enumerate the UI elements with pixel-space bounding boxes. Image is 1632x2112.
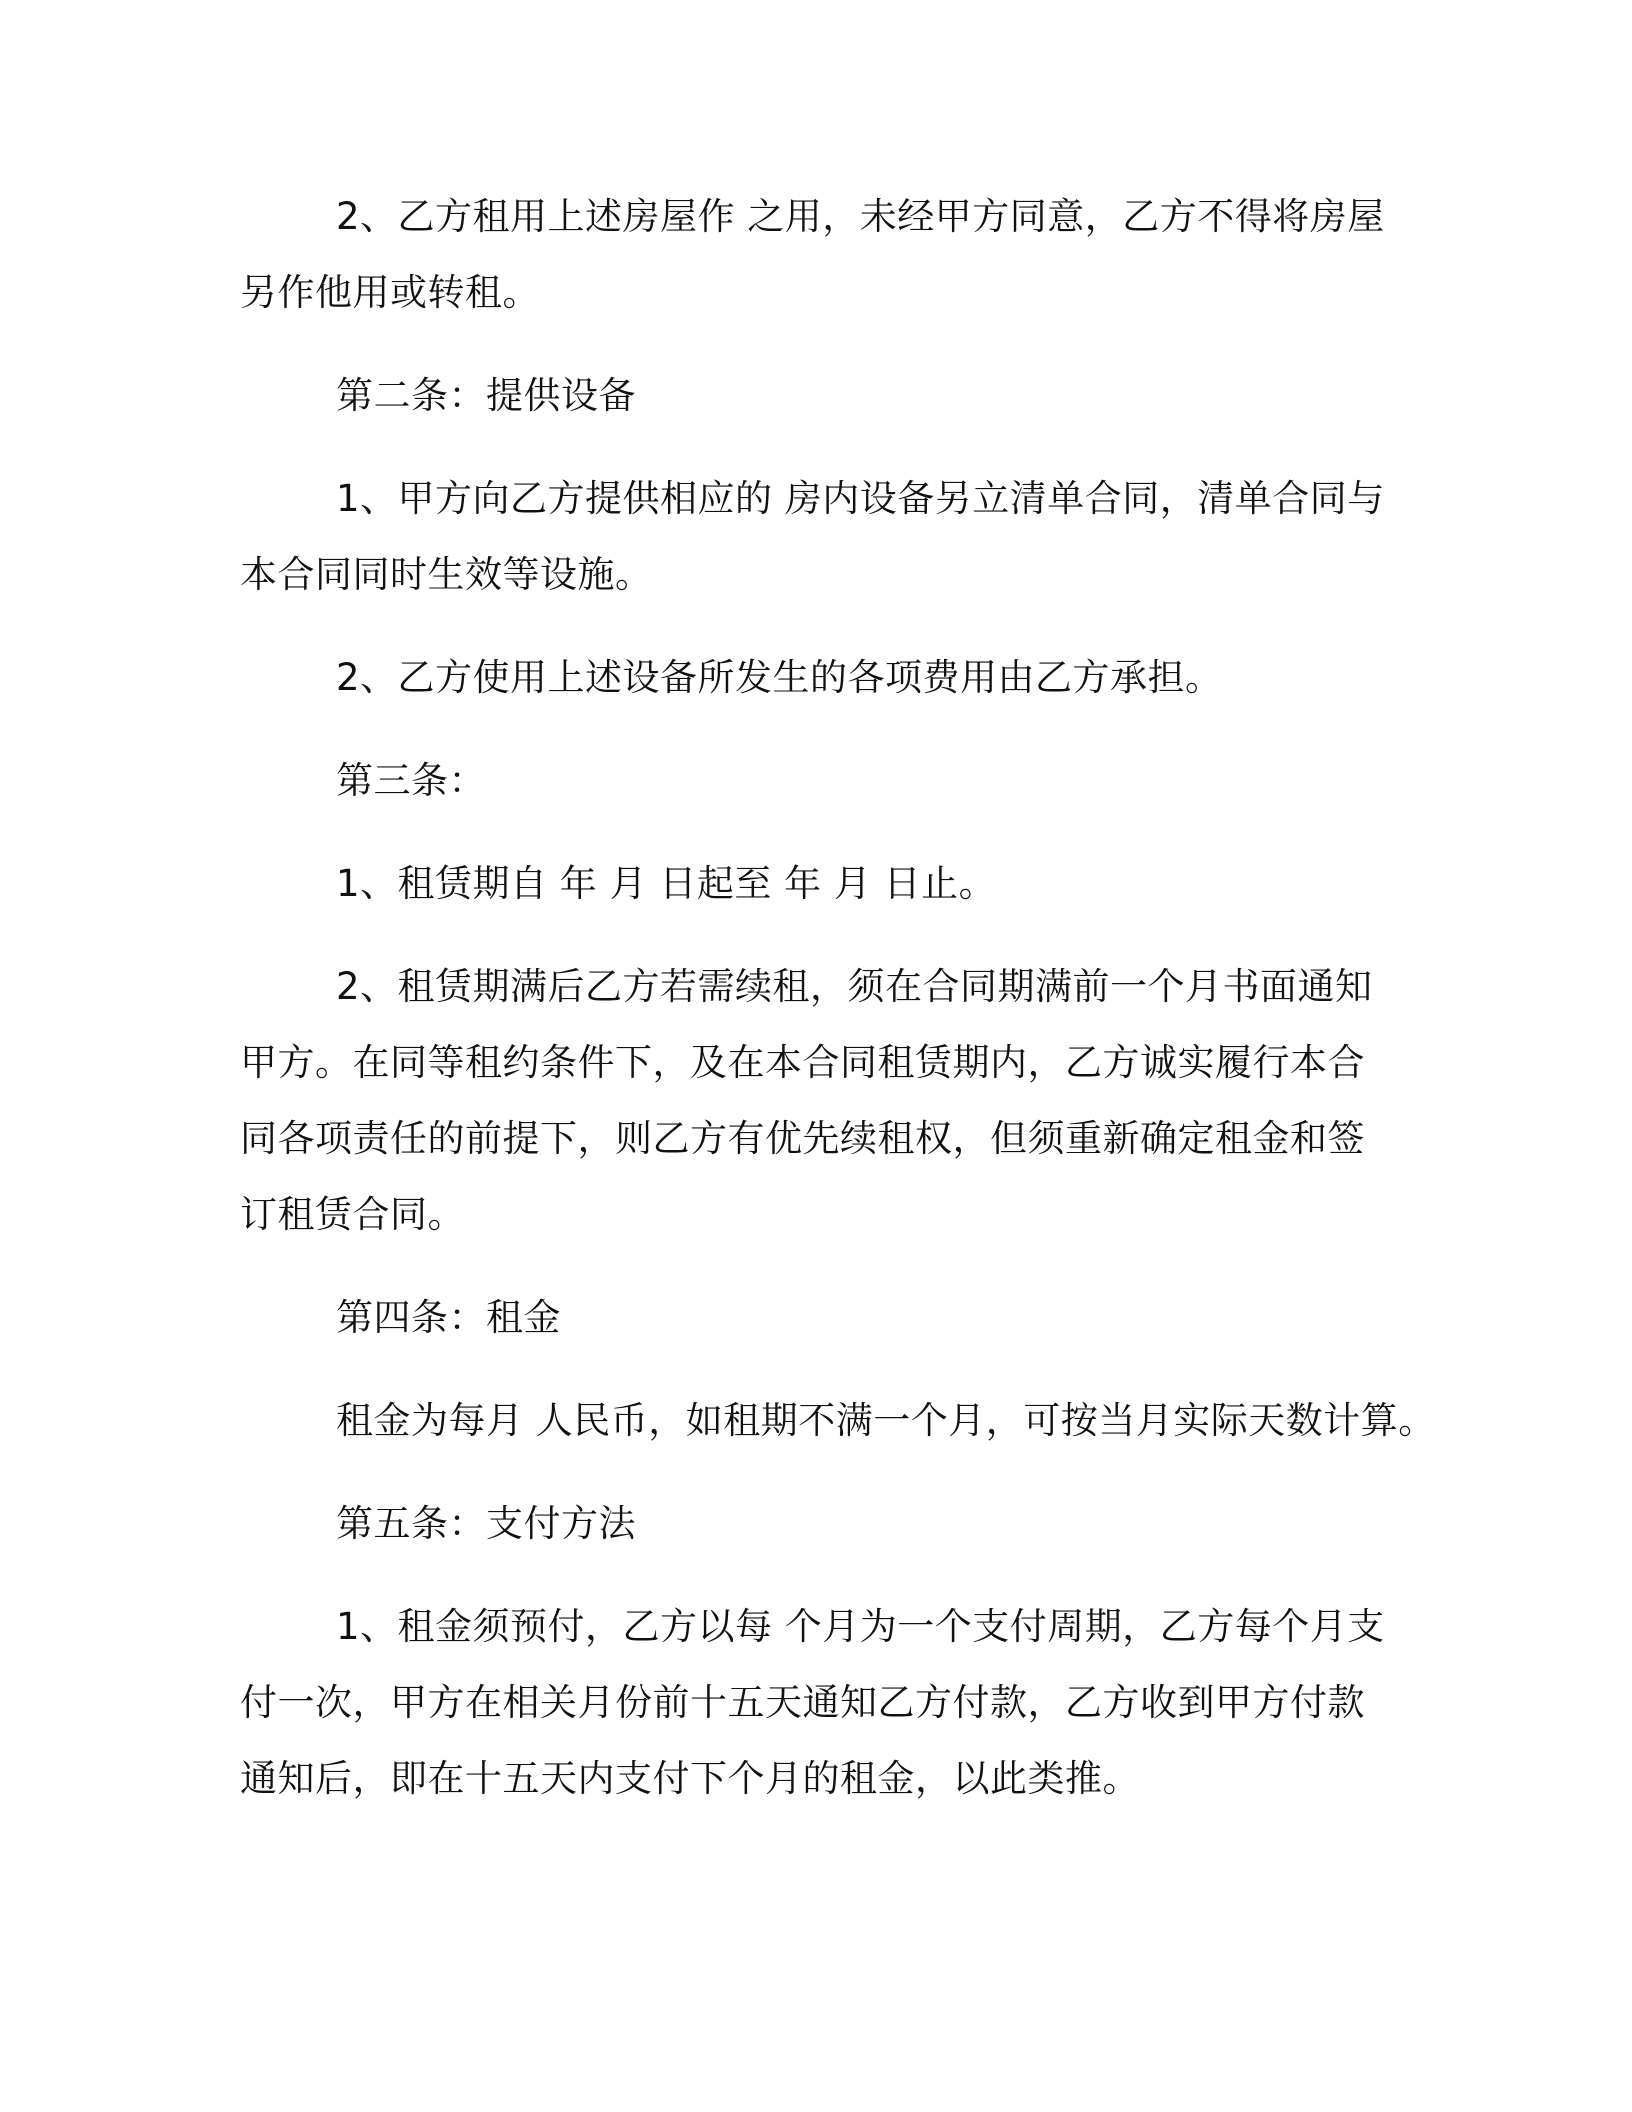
paragraph-line: 本合同同时生效等设施。	[240, 553, 653, 596]
section-heading: 第四条：租金	[336, 1296, 561, 1339]
paragraph-line: 2、乙方租用上述房屋作 之用，未经甲方同意，乙方不得将房屋	[336, 195, 1385, 238]
paragraph-line: 订租赁合同。	[240, 1193, 465, 1236]
section-heading: 第五条：支付方法	[336, 1502, 636, 1545]
paragraph-line: 通知后，即在十五天内支付下个月的租金，以此类推。	[240, 1757, 1140, 1800]
paragraph-line: 同各项责任的前提下，则乙方有优先续租权，但须重新确定租金和签	[240, 1117, 1365, 1160]
paragraph-line: 1、租赁期自 年 月 日起至 年 月 日止。	[336, 862, 997, 905]
paragraph-line: 另作他用或转租。	[240, 271, 540, 314]
paragraph-line: 1、租金须预付，乙方以每 个月为一个支付周期，乙方每个月支	[336, 1605, 1385, 1648]
paragraph-line: 2、租赁期满后乙方若需续租，须在合同期满前一个月书面通知	[336, 965, 1373, 1008]
section-heading: 第二条：提供设备	[336, 374, 636, 417]
section-heading: 第三条：	[336, 759, 486, 802]
paragraph-line: 租金为每月 人民币，如租期不满一个月，可按当月实际天数计算。	[336, 1399, 1436, 1442]
paragraph-line: 2、乙方使用上述设备所发生的各项费用由乙方承担。	[336, 656, 1223, 699]
paragraph-line: 1、甲方向乙方提供相应的 房内设备另立清单合同，清单合同与	[336, 477, 1385, 520]
paragraph-line: 甲方。在同等租约条件下，及在本合同租赁期内，乙方诚实履行本合	[240, 1041, 1365, 1084]
paragraph-line: 付一次，甲方在相关月份前十五天通知乙方付款，乙方收到甲方付款	[240, 1681, 1365, 1724]
